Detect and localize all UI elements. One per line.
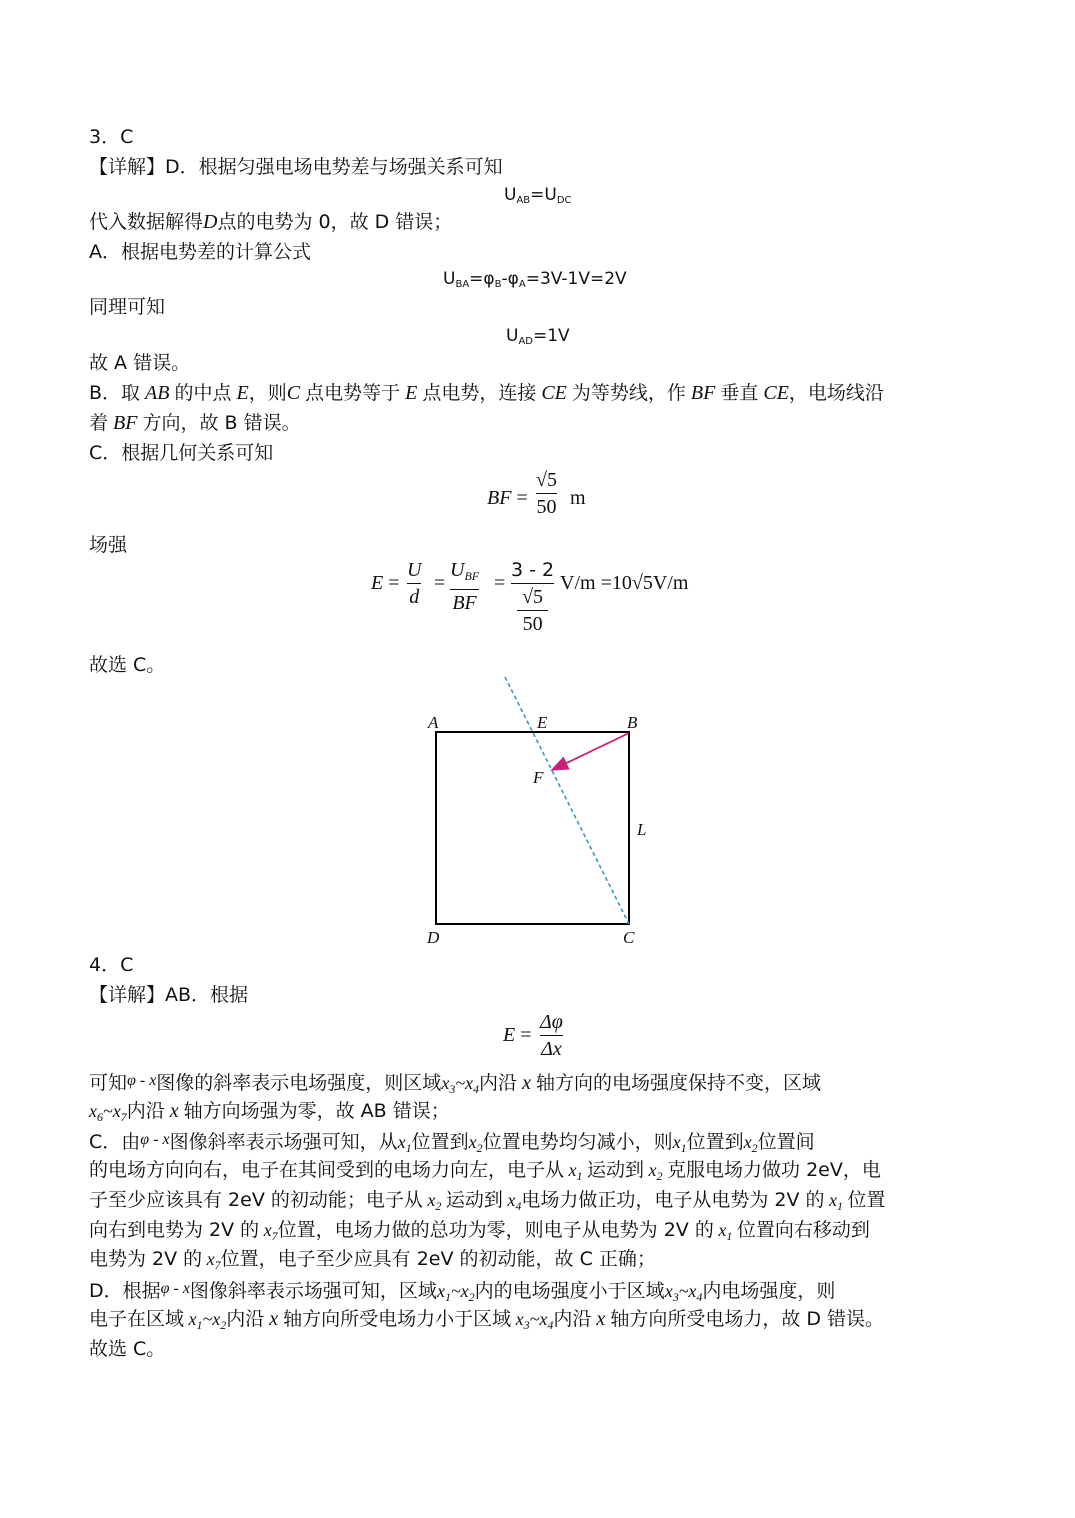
numerator: √5: [536, 469, 557, 491]
equals: =: [494, 572, 506, 594]
inner-denominator: 50: [522, 613, 543, 635]
q4-conclusion: 故选 C。: [89, 1338, 166, 1360]
phi-x: φ - x: [160, 1280, 190, 1297]
t: 位置电势均匀减小，则: [482, 1131, 673, 1153]
bf-unit: m: [570, 487, 586, 509]
v: $x_7$: [202, 1249, 221, 1272]
t: 点电势等于: [305, 382, 401, 404]
e-equation-lhs: E =: [371, 572, 400, 594]
q3-same: 同理可知: [89, 296, 166, 318]
inner-fraction-bar: [517, 610, 548, 611]
v: $x_1\sim x_2$: [436, 1281, 475, 1304]
t: 点电势，连接: [422, 382, 537, 404]
fraction-ubf-bf: [450, 558, 479, 615]
t: 位置间: [757, 1131, 815, 1153]
detail-label: 【详解】: [89, 156, 166, 178]
fraction-u-d: [407, 558, 421, 609]
fraction-bar: [540, 1035, 563, 1036]
v: BF: [685, 382, 721, 404]
fraction-bar: [536, 493, 557, 494]
t: ，则: [248, 382, 287, 404]
t: 运动到: [445, 1189, 503, 1211]
t: D．根据: [89, 1280, 161, 1302]
t: 位置向右移动到: [736, 1219, 870, 1241]
t: 克服电场力做功 2eV，电: [667, 1159, 881, 1181]
denominator: 50: [536, 496, 557, 518]
t: 可知: [89, 1072, 128, 1094]
v: CE: [758, 382, 789, 404]
t: 内沿: [226, 1308, 265, 1330]
v: $x_2$: [468, 1132, 483, 1155]
q3-conclusion: 故选 C。: [89, 654, 166, 676]
v: C: [286, 382, 306, 404]
text: 点的电势为 0，故 D 错误；: [217, 211, 453, 233]
q3-lineA-end: 故 A 错误。: [89, 352, 191, 374]
v: $x_1$: [564, 1160, 583, 1183]
t: 图像斜率表示场强可知，从: [169, 1131, 398, 1153]
numerator: U: [407, 559, 422, 581]
v: E: [231, 382, 249, 404]
v: $x_7$: [259, 1220, 278, 1243]
v: $x_1$: [713, 1220, 733, 1243]
v: x: [517, 1072, 536, 1094]
t: 轴方向所受电场力小于区域: [283, 1308, 512, 1330]
t: 为等势线，作: [571, 382, 686, 404]
q3-lineB2: [89, 408, 301, 438]
t: 的电场方向向右，电子在其间受到的电场力向左，电子从: [89, 1159, 565, 1181]
t: 内沿: [126, 1100, 165, 1122]
v: $x_6\sim x_7$: [89, 1101, 127, 1124]
q3-lineB1: [89, 378, 884, 408]
t: 内沿: [553, 1308, 592, 1330]
fraction-numeric: [511, 558, 554, 636]
bf-equation-lhs: BF =: [487, 487, 528, 509]
v: $x_2$: [644, 1160, 663, 1183]
v: $x_1$: [397, 1132, 412, 1155]
fraction-bar: [511, 583, 554, 584]
t: 内电场强度，则: [702, 1280, 836, 1302]
numerator: [450, 558, 479, 588]
v: $x_3\sim x_4$: [664, 1281, 703, 1304]
label-d: D: [427, 928, 440, 947]
text: AB．根据: [165, 984, 249, 1006]
bf-var: BF: [487, 487, 512, 509]
phi-x: φ - x: [127, 1072, 157, 1089]
q3-number: 3．C: [89, 126, 134, 148]
q3-lineA: A．根据电势差的计算公式: [89, 241, 311, 263]
equation-uab-udc: $U_{AB}=U_{DC}$: [504, 185, 572, 206]
label-a: A: [428, 713, 439, 732]
t: 位置到: [686, 1131, 744, 1153]
v: $x_4$: [502, 1190, 522, 1213]
result: =10√5V/m: [600, 572, 689, 594]
v: $x_1\sim x_2$: [184, 1309, 227, 1332]
v: $x_3\sim x_4$: [441, 1073, 480, 1096]
q3-lineC: C．根据几何关系可知: [89, 442, 274, 464]
fraction-bar: [407, 583, 421, 584]
v: x: [164, 1100, 184, 1122]
denominator: Δx: [541, 1038, 562, 1060]
t: 图像斜率表示场强可知，区域: [189, 1280, 437, 1302]
t: 电子在区域: [89, 1308, 185, 1330]
t: 位置，电场力做的总功为零，则电子从电势为 2V 的: [277, 1219, 714, 1241]
equation-uad: $U_{AD}=1V$: [506, 326, 570, 347]
e-var: E: [371, 572, 384, 594]
unit: V/m: [560, 572, 596, 594]
t: 内的电场强度小于区域: [474, 1280, 665, 1302]
square: [436, 732, 629, 924]
e-result: [560, 572, 688, 595]
v: $x_1$: [824, 1190, 844, 1213]
t: 位置到: [411, 1131, 469, 1153]
t: 轴方向场强为零，故 AB 错误；: [183, 1100, 450, 1122]
inner-numerator: √5: [522, 586, 544, 608]
v: AB: [140, 382, 175, 404]
t: 位置，电子至少应具有 2eV 的初动能，故 C 正确；: [220, 1248, 656, 1270]
label-c: C: [623, 928, 635, 947]
bf-fraction: [536, 468, 557, 519]
numerator: Δφ: [540, 1011, 563, 1033]
numerator: 3 - 2: [511, 559, 555, 581]
detail-label: 【详解】: [89, 984, 166, 1006]
t: 轴方向所受电场力，故 D 错误。: [610, 1308, 885, 1330]
t: 着: [89, 412, 109, 434]
equals: =: [434, 572, 446, 594]
equation-uba: $U_{BA}=\varphi_B-\varphi_A=3V-1V=2V$: [443, 269, 627, 290]
v: x: [264, 1308, 284, 1330]
q3-field: 场强: [89, 534, 128, 556]
t: 内沿: [479, 1072, 518, 1094]
field-arrow-bf: [552, 733, 629, 770]
denominator: BF: [452, 592, 477, 614]
t: 轴方向的电场强度保持不变，区域: [535, 1072, 821, 1094]
label-b: B: [627, 713, 638, 732]
t: 向右到电势为 2V 的: [89, 1219, 260, 1241]
u: U: [450, 559, 465, 581]
q4-l10: [89, 1304, 884, 1340]
v: $x_2$: [422, 1190, 442, 1213]
q4-number: 4．C: [89, 954, 134, 976]
v: $x_1$: [672, 1132, 687, 1155]
v: E: [400, 382, 423, 404]
t: 位置: [847, 1189, 886, 1211]
t: 子至少应该具有 2eV 的初动能；电子从: [89, 1189, 423, 1211]
v: $x_2$: [743, 1132, 758, 1155]
v: BF: [108, 412, 143, 434]
t: 的中点: [174, 382, 232, 404]
q4-fraction: [540, 1010, 563, 1061]
v: $x_3\sim x_4$: [511, 1309, 554, 1332]
t: 图像的斜率表示电场强度，则区域: [156, 1072, 442, 1094]
text: 代入数据解得: [89, 211, 204, 233]
v: x: [591, 1308, 611, 1330]
t: 垂直: [720, 382, 759, 404]
label-f: F: [533, 768, 544, 787]
q4-eq-lhs: E =: [503, 1024, 532, 1046]
e-var: E: [503, 1024, 516, 1046]
q3-detail-line: [89, 152, 503, 182]
label-l: L: [637, 820, 647, 839]
q3-line2: [89, 207, 452, 237]
v: CE: [536, 382, 572, 404]
square-diagram: [410, 670, 670, 955]
label-e: E: [537, 713, 548, 732]
t: ，电场线沿: [788, 382, 884, 404]
text: D．根据匀强电场电势差与场强关系可知: [165, 156, 503, 178]
t: 电场力做正功，电子从电势为 2V 的: [521, 1189, 825, 1211]
fraction-bar: [450, 589, 479, 590]
var: D: [203, 211, 218, 233]
t: C．由: [89, 1131, 141, 1153]
denominator: d: [409, 586, 420, 608]
t: 运动到: [587, 1159, 645, 1181]
t: 方向，故 B 错误。: [142, 412, 301, 434]
t: 电势为 2V 的: [89, 1248, 203, 1270]
sub: BF: [464, 569, 480, 583]
q4-detail-line: [89, 980, 248, 1010]
equipotential-line-ce: [505, 677, 629, 924]
t: B．取: [89, 382, 141, 404]
phi-x: φ - x: [140, 1131, 170, 1148]
